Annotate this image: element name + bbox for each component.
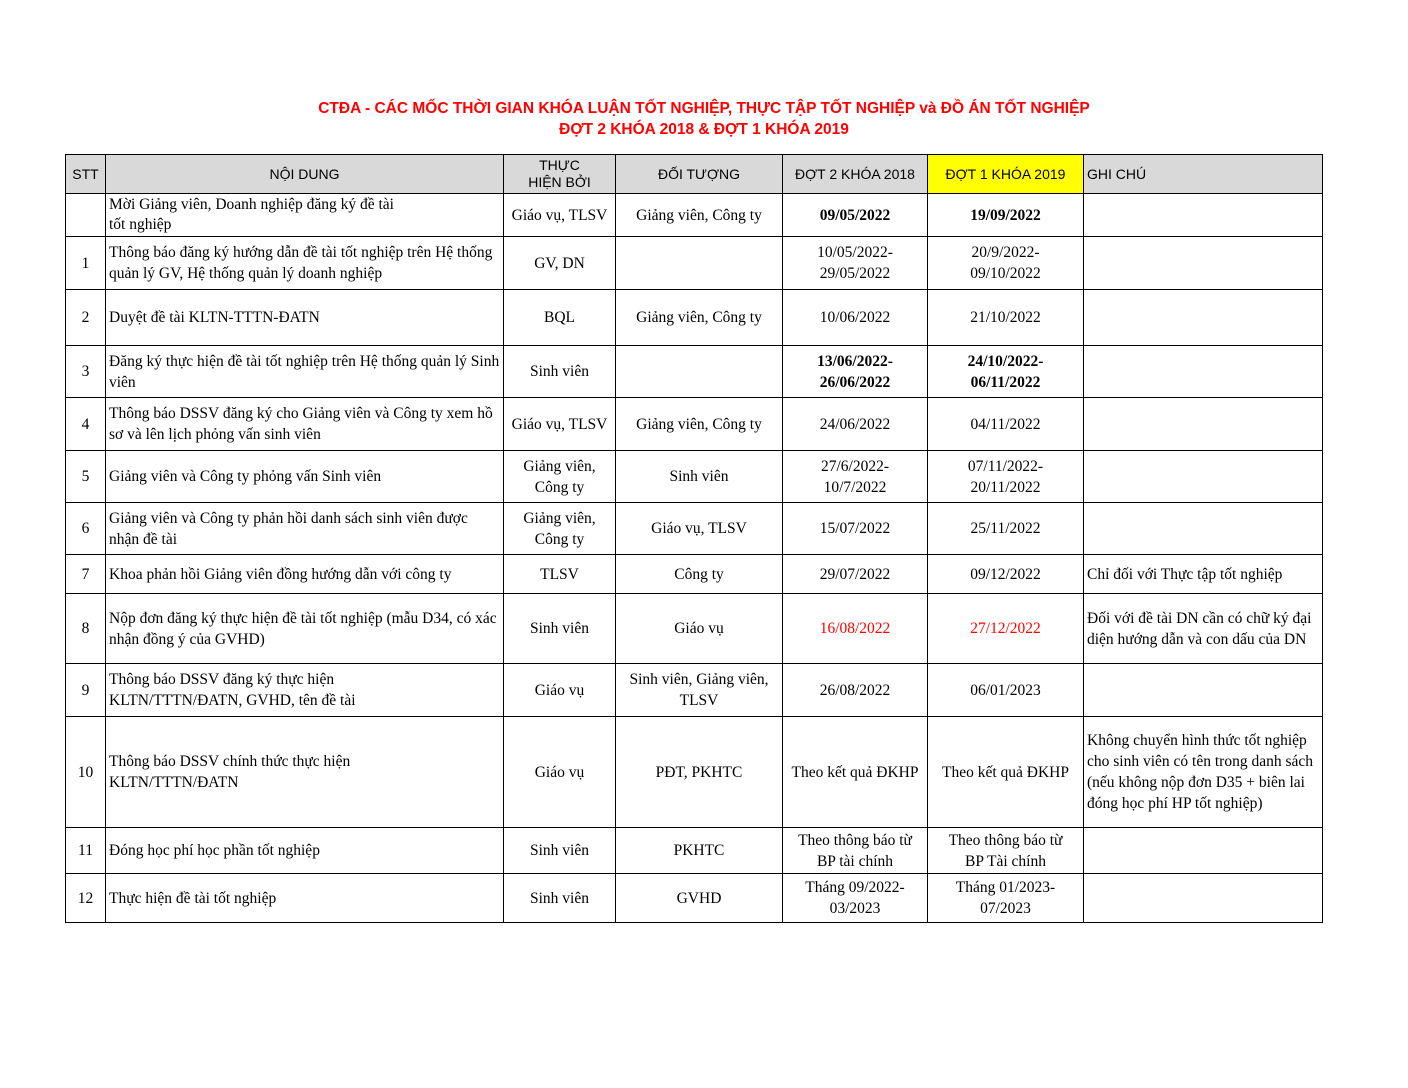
cell-ghi-chu [1084,594,1323,664]
cell-noi-dung: Thực hiện đề tài tốt nghiệp [106,874,504,923]
cell-noi-dung-text: Thông báo DSSV đăng ký thực hiện KLTN/TTTN/ĐATN, GVHD, tên đề tài [109,671,356,709]
cell-dot2 [783,451,928,503]
cell-ghi-chu [1084,398,1323,451]
cell-dot2 [783,828,928,874]
header-thuc-hien [504,155,616,194]
table-row [66,503,1323,555]
cell-doi-tuong: Giáo vụ [616,594,783,664]
cell-thuc-hien: BQL [504,290,616,346]
cell-stt [66,194,106,237]
cell-dot2-text: 10/05/2022-29/05/2022 [817,244,893,282]
cell-dot2: 15/07/2022 [783,503,928,555]
table-row [66,451,1323,503]
cell-noi-dung: Đóng học phí học phần tốt nghiệp [106,828,504,874]
cell-ghi-chu [1084,503,1323,555]
cell-dot2-text: Tháng 09/2022-03/2023 [805,879,905,917]
cell-dot1: 09/12/2022 [928,555,1084,594]
cell-thuc-hien: TLSV [504,555,616,594]
cell-doi-tuong: Công ty [616,555,783,594]
cell-dot1 [928,346,1084,398]
cell-thuc-hien: Giáo vụ, TLSV [504,398,616,451]
table-row [66,874,1323,923]
table-row [66,290,1323,346]
cell-stt: 3 [66,346,106,398]
header-thuc-hien-line-2: HIỆN BỞI [528,174,591,190]
header-stt: STT [66,155,106,194]
cell-noi-dung [106,194,504,237]
cell-doi-tuong [616,237,783,290]
cell-dot2: 09/05/2022 [783,194,928,237]
cell-dot1 [928,874,1084,923]
header-noi-dung: NỘI DUNG [106,155,504,194]
cell-ghi-chu [1084,664,1323,717]
table-row [66,555,1323,594]
cell-dot1-text: 20/9/2022-09/10/2022 [970,244,1041,282]
cell-thuc-hien: Sinh viên [504,594,616,664]
table-row [66,664,1323,717]
cell-noi-dung: Giảng viên và Công ty phản hồi danh sách sinh viên được nhận đề tài [106,503,504,555]
cell-stt: 7 [66,555,106,594]
cell-dot1: 19/09/2022 [928,194,1084,237]
cell-dot2 [783,346,928,398]
cell-thuc-hien: Sinh viên [504,874,616,923]
cell-thuc-hien: GV, DN [504,237,616,290]
table-row [66,594,1323,664]
cell-stt: 8 [66,594,106,664]
cell-ghi-chu [1084,828,1323,874]
cell-doi-tuong: PĐT, PKHTC [616,717,783,828]
cell-dot2 [783,874,928,923]
cell-doi-tuong: Sinh viên [616,451,783,503]
cell-dot2-text: 27/6/2022-10/7/2022 [820,457,890,496]
cell-stt: 1 [66,237,106,290]
cell-doi-tuong: PKHTC [616,828,783,874]
cell-dot2-text: 13/06/2022-26/06/2022 [817,352,893,391]
cell-doi-tuong: GVHD [616,874,783,923]
cell-dot1: 21/10/2022 [928,290,1084,346]
cell-noi-dung: Giảng viên và Công ty phỏng vấn Sinh viên [106,451,504,503]
cell-noi-dung-text: Thông báo DSSV chính thức thực hiện KLTN/TTTN/ĐATN [109,753,351,791]
header-dot2: ĐỢT 2 KHÓA 2018 [783,155,928,194]
cell-stt: 12 [66,874,106,923]
cell-ghi-chu [1084,346,1323,398]
cell-dot1: Theo kết quả ĐKHP [928,717,1084,828]
cell-thuc-hien [504,451,616,503]
cell-dot2: 16/08/2022 [783,594,928,664]
cell-dot1-text: 24/10/2022-06/11/2022 [967,352,1044,391]
cell-dot2: 24/06/2022 [783,398,928,451]
cell-stt: 10 [66,717,106,828]
cell-dot2: 26/08/2022 [783,664,928,717]
header-dot1: ĐỢT 1 KHÓA 2019 [928,155,1084,194]
cell-ghi-chu: Không chuyển hình thức tốt nghiệp cho sinh viên có tên trong danh sách (nếu không nộp đơn D35 + biên lai đóng học phí HP tốt nghiệp) [1084,717,1323,828]
header-ghi-chu: GHI CHÚ [1084,155,1323,194]
cell-ghi-chu [1084,451,1323,503]
cell-dot1-text: Tháng 01/2023-07/2023 [955,879,1056,917]
cell-dot1 [928,828,1084,874]
cell-thuc-hien-text: Giảng viên, Công ty [523,509,596,548]
cell-dot1 [928,451,1084,503]
cell-ghi-chu [1084,290,1323,346]
cell-doi-tuong [616,346,783,398]
cell-ghi-chu [1084,874,1323,923]
table-row [66,346,1323,398]
cell-noi-dung-text: Mời Giảng viên, Doanh nghiệp đăng ký đề tài tốt nghiệp [109,196,394,233]
cell-thuc-hien: Sinh viên [504,346,616,398]
cell-noi-dung: Đăng ký thực hiện đề tài tốt nghiệp trên Hệ thống quản lý Sinh viên [106,346,504,398]
cell-thuc-hien-text: Giảng viên, Công ty [523,457,596,496]
table-row [66,237,1323,290]
cell-stt: 2 [66,290,106,346]
cell-dot1: 06/01/2023 [928,664,1084,717]
cell-stt: 9 [66,664,106,717]
header-doi-tuong: ĐỐI TƯỢNG [616,155,783,194]
table-row [66,398,1323,451]
cell-ghi-chu [1084,194,1323,237]
cell-ghi-chu-text: Đối với đề tài DN cần có chữ ký đại diện hướng dẫn và con dấu của DN [1087,609,1312,648]
cell-doi-tuong: Giảng viên, Công ty [616,194,783,237]
cell-thuc-hien: Sinh viên [504,828,616,874]
cell-thuc-hien [504,503,616,555]
document-title-line-2: ĐỢT 2 KHÓA 2018 & ĐỢT 1 KHÓA 2019 [559,121,849,138]
document-title-line-1: CTĐA - CÁC MỐC THỜI GIAN KHÓA LUẬN TỐT NGHIỆP, THỰC TẬP TỐT NGHIỆP và ĐỒ ÁN TỐT NGHIỆP [318,100,1090,117]
cell-thuc-hien: Giáo vụ, TLSV [504,194,616,237]
cell-dot1: 04/11/2022 [928,398,1084,451]
cell-doi-tuong: Giảng viên, Công ty [616,398,783,451]
cell-noi-dung: Nộp đơn đăng ký thực hiện đề tài tốt nghiệp (mẫu D34, có xác nhận đồng ý của GVHD) [106,594,504,664]
cell-dot2-text: Theo thông báo từ BP tài chính [798,831,912,870]
cell-noi-dung: Khoa phản hồi Giảng viên đồng hướng dẫn với công ty [106,555,504,594]
cell-dot1-text: Theo thông báo từ BP Tài chính [948,831,1063,870]
cell-noi-dung: Thông báo đăng ký hướng dẫn đề tài tốt nghiệp trên Hệ thống quản lý GV, Hệ thống quản lý doanh nghiệp [106,237,504,290]
table-row [66,828,1323,874]
cell-stt: 4 [66,398,106,451]
cell-dot1 [928,237,1084,290]
schedule-table [65,154,1323,923]
table-row [66,717,1323,828]
cell-dot1-text: 07/11/2022-20/11/2022 [967,457,1044,496]
cell-ghi-chu [1084,237,1323,290]
cell-dot2 [783,237,928,290]
cell-dot2: Theo kết quả ĐKHP [783,717,928,828]
header-thuc-hien-line-1: THỰC [539,157,580,173]
cell-thuc-hien: Giáo vụ [504,717,616,828]
cell-doi-tuong: Giảng viên, Công ty [616,290,783,346]
cell-dot1: 25/11/2022 [928,503,1084,555]
cell-noi-dung: Duyệt đề tài KLTN-TTTN-ĐATN [106,290,504,346]
cell-dot2: 10/06/2022 [783,290,928,346]
cell-stt: 11 [66,828,106,874]
table-row [66,194,1323,237]
cell-doi-tuong: Sinh viên, Giảng viên, TLSV [616,664,783,717]
cell-dot1: 27/12/2022 [928,594,1084,664]
cell-ghi-chu: Chỉ đối với Thực tập tốt nghiệp [1084,555,1323,594]
cell-doi-tuong: Giáo vụ, TLSV [616,503,783,555]
cell-noi-dung: Thông báo DSSV đăng ký cho Giảng viên và Công ty xem hồ sơ và lên lịch phỏng vấn sinh viên [106,398,504,451]
cell-stt: 5 [66,451,106,503]
cell-noi-dung [106,664,504,717]
header-row [66,155,1323,194]
cell-dot2: 29/07/2022 [783,555,928,594]
cell-stt: 6 [66,503,106,555]
cell-thuc-hien: Giáo vụ [504,664,616,717]
cell-noi-dung [106,717,504,828]
